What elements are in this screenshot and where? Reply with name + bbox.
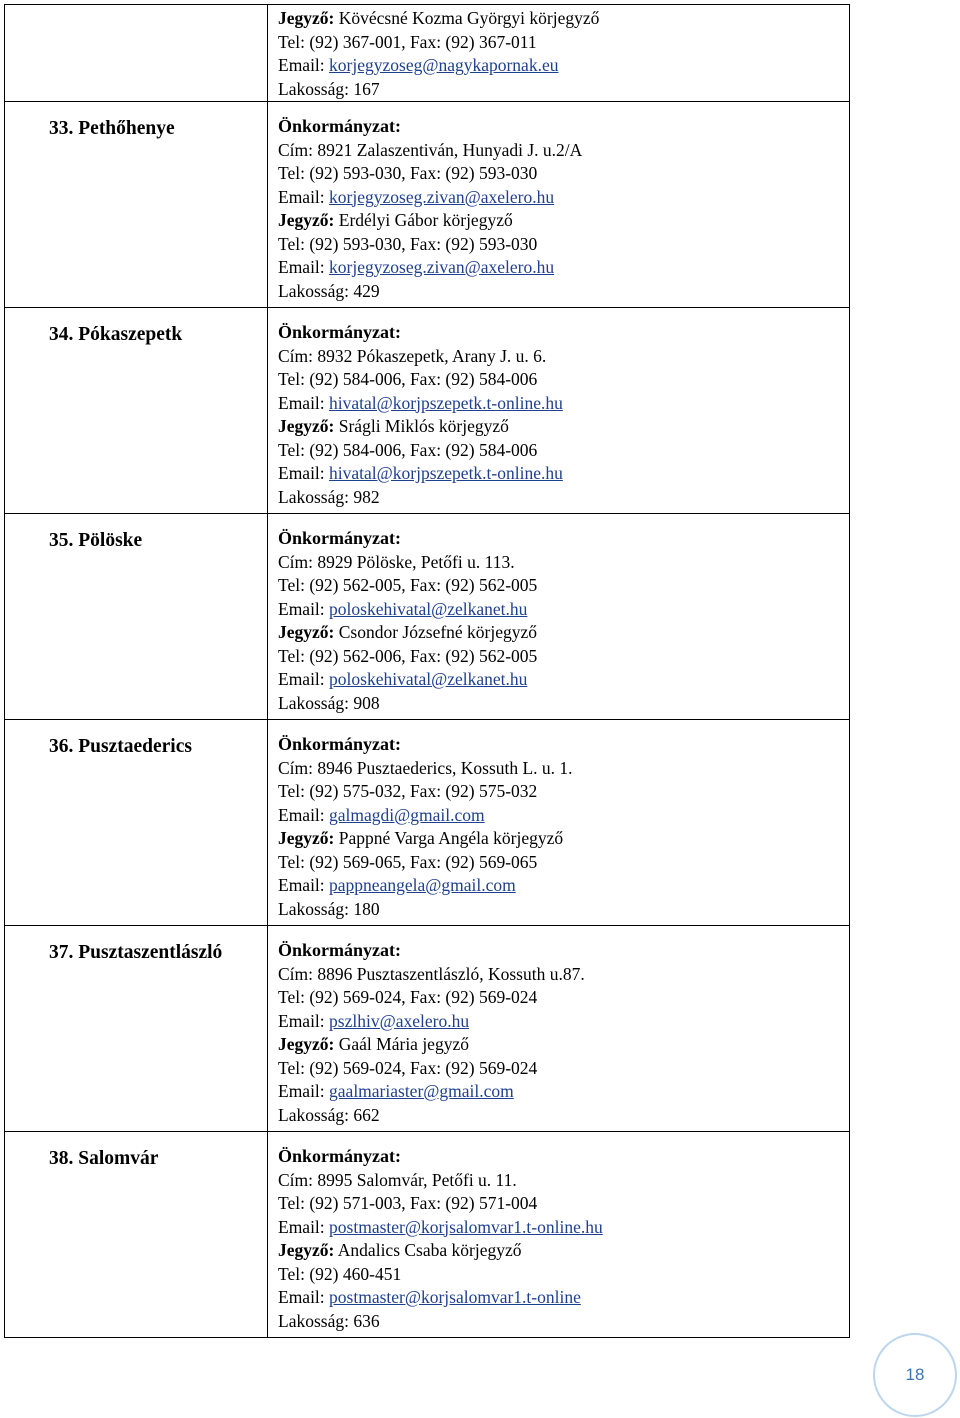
settlement-name-cell [5,308,268,514]
email-label: Email: [278,875,325,895]
settlement-name: 36. Pusztaederics [49,736,192,757]
jegyzo-label: Jegyző: [278,210,335,230]
jegyzo-label: Jegyző: [278,1240,335,1260]
tel-fax: Tel: (92) 569-024, Fax: (92) 569-024 [278,1057,538,1078]
email-label: Email: [278,463,325,483]
table-row [5,1132,850,1338]
email-label: Email: [278,55,325,75]
table-row [5,308,850,514]
address: Cím: 8929 Pölöske, Petőfi u. 113. [278,551,515,572]
tel-fax: Tel: (92) 584-006, Fax: (92) 584-006 [278,439,538,460]
settlement-name: 35. Pölöske [49,530,143,551]
onkormanyzat-label: Önkormányzat: [278,322,401,342]
tel-fax: Tel: (92) 562-006, Fax: (92) 562-005 [278,645,538,666]
settlement-name-cell [5,102,268,308]
table-row [5,102,850,308]
email-link[interactable]: korjegyzoseg.zivan@axelero.hu [329,257,555,277]
jegyzo-name: Csondor Józsefné körjegyző [338,622,538,642]
settlement-info-cell [268,926,850,1132]
tel-fax: Tel: (92) 584-006, Fax: (92) 584-006 [278,369,538,389]
settlement-name: 33. Pethőhenye [49,118,175,139]
tel-fax: Tel: (92) 367-001, Fax: (92) 367-011 [278,31,537,52]
jegyzo-label: Jegyző: [278,622,335,642]
name-cell-empty [5,5,268,102]
table-row [5,926,850,1132]
email-link[interactable]: hivatal@korjpszepetk.t-online.hu [329,392,563,413]
address: Cím: 8946 Pusztaederics, Kossuth L. u. 1. [278,757,573,778]
onkormanyzat-label: Önkormányzat: [278,734,401,754]
settlement-name: 38. Salomvár [49,1148,159,1169]
email-link[interactable]: korjegyzoseg.zivan@axelero.hu [329,186,555,207]
onkormanyzat-label: Önkormányzat: [278,116,401,136]
jegyzo-name: Gaál Mária jegyző [338,1034,469,1054]
email-link[interactable]: gaalmariaster@gmail.com [329,1081,514,1101]
onkormanyzat-label: Önkormányzat: [278,528,401,548]
population: Lakosság: 908 [278,692,380,713]
email-label: Email: [278,598,325,619]
email-link[interactable]: poloskehivatal@zelkanet.hu [329,598,528,619]
population: Lakosság: 662 [278,1104,380,1125]
jegyzo-name: Erdélyi Gábor körjegyző [338,210,513,230]
jegyzo-name: Andalics Csaba körjegyző [337,1240,522,1260]
address: Cím: 8932 Pókaszepetk, Arany J. u. 6. [278,345,547,366]
settlement-name-cell [5,926,268,1132]
jegyzo-label: Jegyző: [278,1034,335,1054]
settlement-name: 37. Pusztaszentlászló [49,942,223,963]
table-row [5,720,850,926]
address: Cím: 8995 Salomvár, Petőfi u. 11. [278,1169,517,1190]
onkormanyzat-label: Önkormányzat: [278,940,401,960]
onkormanyzat-label: Önkormányzat: [278,1146,401,1166]
info-cell-continuation [268,5,850,102]
jegyzo-label: Jegyző: [278,828,335,848]
settlement-name: 34. Pókaszepetk [49,324,183,345]
tel-fax: Tel: (92) 569-065, Fax: (92) 569-065 [278,851,538,872]
tel-fax: Tel: (92) 593-030, Fax: (92) 593-030 [278,163,538,183]
jegyzo-name: Pappné Varga Angéla körjegyző [338,828,564,848]
population: Lakosság: 636 [278,1310,380,1331]
settlement-info-cell [268,514,850,720]
settlement-info-cell [268,720,850,926]
email-label: Email: [278,257,325,277]
table-row-continuation [5,5,850,102]
tel-fax: Tel: (92) 562-005, Fax: (92) 562-005 [278,575,538,595]
email-link[interactable]: korjegyzoseg@nagykapornak.eu [329,55,559,75]
tel-fax: Tel: (92) 569-024, Fax: (92) 569-024 [278,987,538,1007]
address: Cím: 8896 Pusztaszentlászló, Kossuth u.87. [278,963,585,984]
settlement-name-cell [5,1132,268,1338]
email-link[interactable]: poloskehivatal@zelkanet.hu [329,669,528,689]
settlement-info-cell [268,1132,850,1338]
page-number: 18 [873,1333,957,1417]
email-label: Email: [278,1010,325,1031]
population: Lakosság: 982 [278,486,380,507]
settlements-table [4,4,850,1338]
settlement-name-cell [5,720,268,926]
tel-fax: Tel: (92) 460-451 [278,1263,402,1284]
settlement-info-cell [268,308,850,514]
jegyzo-label: Jegyző: [278,8,335,28]
settlement-name-cell [5,514,268,720]
email-label: Email: [278,804,325,825]
population: Lakosság: 180 [278,898,380,919]
email-link[interactable]: postmaster@korjsalomvar1.t-online.hu [329,1216,603,1237]
email-link[interactable]: galmagdi@gmail.com [329,804,485,825]
email-link[interactable]: pappneangela@gmail.com [329,875,516,895]
email-link[interactable]: postmaster@korjsalomvar1.t-online [329,1287,581,1307]
tel-fax: Tel: (92) 575-032, Fax: (92) 575-032 [278,781,538,801]
population: Lakosság: 429 [278,280,380,301]
tel-fax: Tel: (92) 593-030, Fax: (92) 593-030 [278,233,538,254]
email-label: Email: [278,186,325,207]
tel-fax: Tel: (92) 571-003, Fax: (92) 571-004 [278,1193,538,1213]
email-link[interactable]: hivatal@korjpszepetk.t-online.hu [329,463,563,483]
population: Lakosság: 167 [278,78,380,99]
settlement-info-cell [268,102,850,308]
address: Cím: 8921 Zalaszentiván, Hunyadi J. u.2/A [278,139,583,160]
jegyzo-name: Kövécsné Kozma Györgyi körjegyző [338,8,600,28]
email-label: Email: [278,1216,325,1237]
email-label: Email: [278,392,325,413]
jegyzo-label: Jegyző: [278,416,335,436]
email-label: Email: [278,1081,325,1101]
table-row [5,514,850,720]
email-label: Email: [278,669,325,689]
email-label: Email: [278,1287,325,1307]
email-link[interactable]: pszlhiv@axelero.hu [329,1010,470,1031]
jegyzo-name: Srágli Miklós körjegyző [338,416,509,436]
